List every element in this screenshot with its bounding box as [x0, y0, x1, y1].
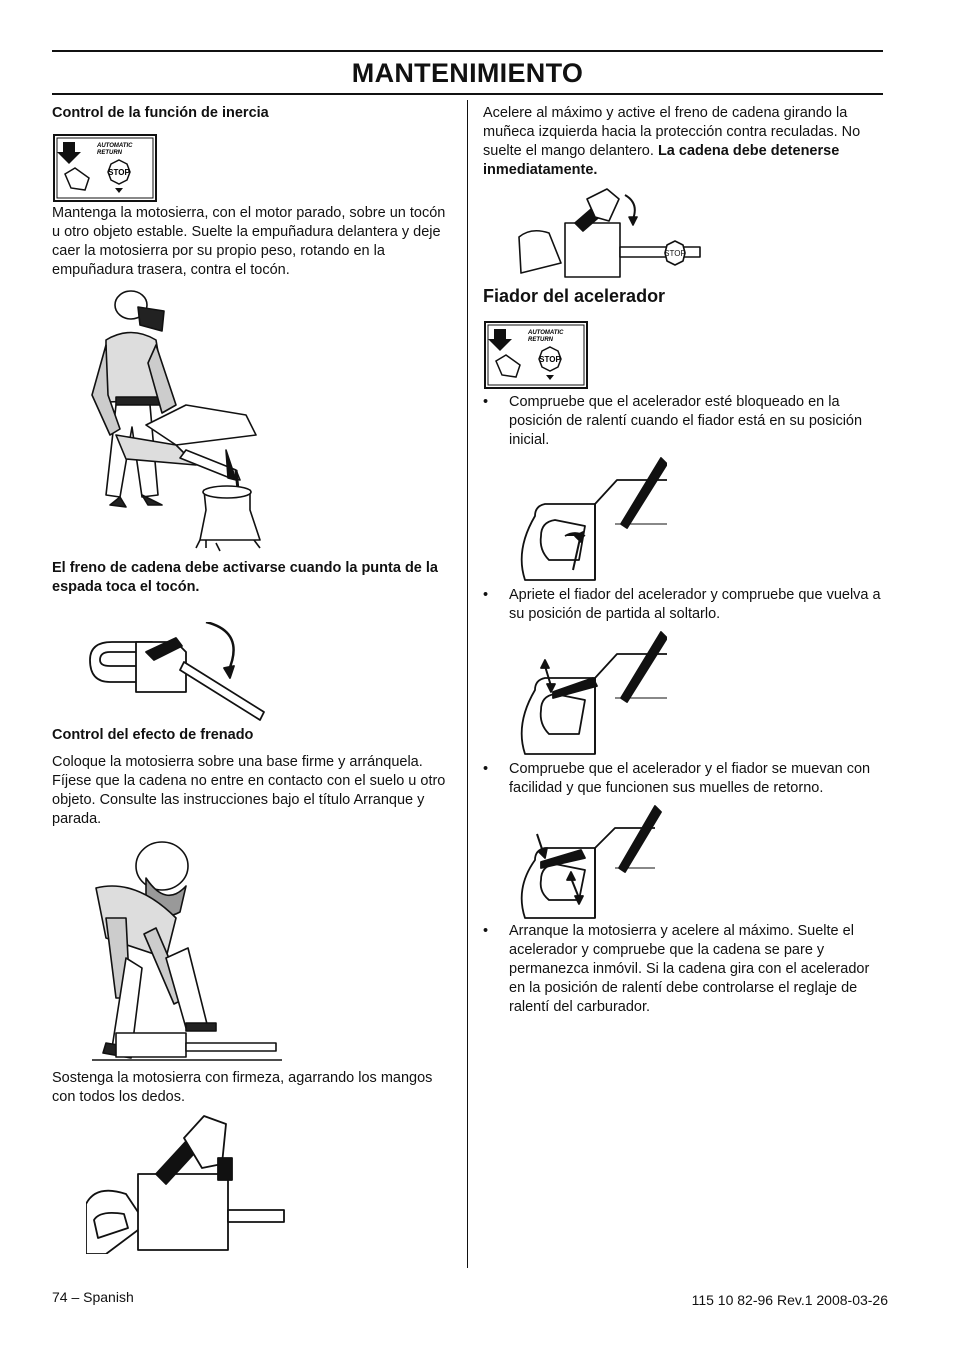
bullet-text-4: Arranque la motosierra y acelere al máximo. Suelte el acelerador y compruebe que la cadena se pare y permanezca inmóvil. Si la cadena gira con el acelerador en la posición de ralentí debe controlarse el reglaje de ralentí del carburador. [509, 923, 870, 1015]
heading-inercia: Control de la función de inercia [52, 105, 269, 121]
svg-text:STOP: STOP [108, 168, 130, 177]
bullet-text-3: Compruebe que el acelerador y el fiador se muevan con facilidad y que funcionen sus muelles de retorno. [509, 761, 871, 796]
frenado-block [52, 726, 452, 829]
paragraph-sostenga: Sostenga la motosierra con firmeza, agarrando los mangos con todos los dedos. [52, 1070, 433, 1105]
footer-page-number: 74 – Spanish [52, 1289, 134, 1305]
paragraph-acelere-bold: La cadena debe detenerse inmediatamente. [483, 143, 840, 178]
illustration-throttle-lockout-2 [515, 630, 667, 755]
paragraph-freno-bold: El freno de cadena debe activarse cuando la punta de la espada toca el tocón. [52, 560, 438, 595]
svg-text:AUTOMATIC: AUTOMATIC [528, 330, 564, 336]
header-top-rule [52, 50, 883, 52]
illustration-start-chainsaw [86, 838, 282, 1064]
paragraph-frenado: Coloque la motosierra sobre una base firme y arránquela. Fíjese que la cadena no entre en contacto con el suelo u otro objeto. Consulte las instrucciones bajo el título Arranque y parada. [52, 754, 446, 827]
bullet-dot: • [483, 923, 489, 939]
bullet-text-1: Compruebe que el acelerador esté bloqueado en la posición de ralentí cuando el fiador está en su posición inicial. [509, 394, 863, 448]
column-divider [467, 100, 468, 1268]
illustration-inertia-test [86, 285, 276, 555]
acelere-block [483, 104, 883, 180]
page-title: MANTENIMIENTO [351, 58, 584, 88]
paragraph-freno-block [52, 559, 452, 597]
svg-text:STOP: STOP [664, 249, 686, 258]
footer-doc-id: 115 10 82-96 Rev.1 2008-03-26 [691, 1292, 888, 1308]
illustration-chain-brake-tip [86, 622, 276, 722]
svg-text:STOP: STOP [539, 355, 561, 364]
bullet-dot: • [483, 587, 489, 603]
heading-frenado: Control del efecto de frenado [52, 727, 254, 743]
illustration-grip-chainsaw [86, 1114, 286, 1254]
svg-text:RETURN: RETURN [97, 150, 122, 156]
paragraph-inercia: Mantenga la motosierra, con el motor parado, sobre un tocón u otro objeto estable. Suelte la empuñadura delantera y deje caer la motosierra por su propio peso, rotando en la empuñadura trasera, contra el tocón. [52, 205, 446, 278]
left-column [52, 104, 452, 123]
svg-text:RETURN: RETURN [528, 337, 553, 343]
badge-label: AUTOMATIC [97, 143, 133, 149]
bullet-text-2: Apriete el fiador del acelerador y compruebe que vuelva a su posición de partida al soltarlo. [509, 587, 881, 622]
automatic-return-badge-2 [484, 321, 588, 389]
fiador-heading-block [483, 286, 883, 307]
paragraph-inercia-block [52, 204, 452, 280]
header-bottom-rule [52, 93, 883, 95]
bullet-dot: • [483, 761, 489, 777]
illustration-throttle-lockout-1 [515, 456, 667, 581]
automatic-return-badge [53, 134, 157, 202]
heading-fiador: Fiador del acelerador [483, 286, 666, 306]
sostenga-block [52, 1069, 452, 1107]
paragraph-acelere: Acelere al máximo y active el freno de cadena girando la muñeca izquierda hacia la protección contra reculadas. No suelte el mango delantero. [483, 105, 861, 159]
illustration-wrist-brake [515, 185, 710, 280]
illustration-throttle-lockout-3 [515, 804, 667, 922]
bullet-dot: • [483, 394, 489, 410]
